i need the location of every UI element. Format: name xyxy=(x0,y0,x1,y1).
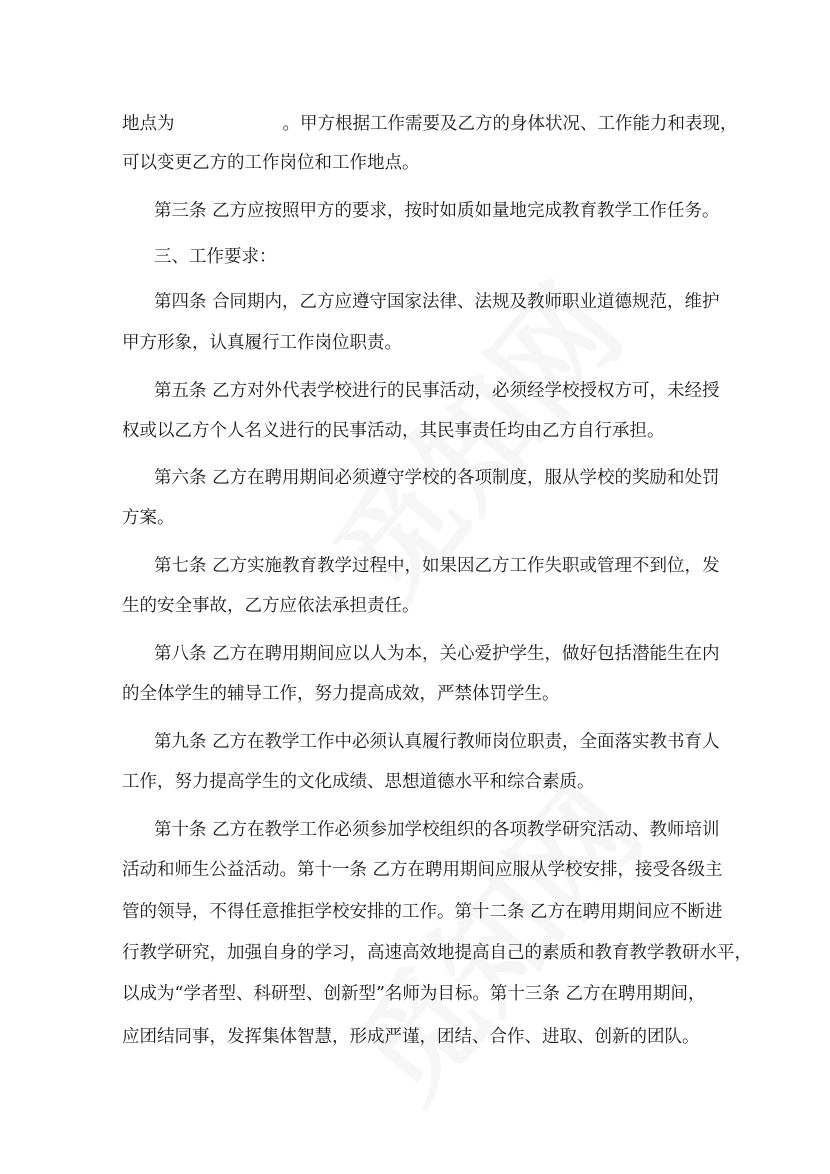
text-line: 第八条 乙方在聘用期间应以人为本，关心爱护学生，做好包括潜能生在内 xyxy=(154,644,720,664)
text-line: 地点为 。甲方根据工作需要及乙方的身体状况、工作能力和表现， xyxy=(122,114,738,134)
text-line: 活动和师生公益活动。第十一条 乙方在聘用期间应服从学校安排，接受各级主 xyxy=(122,860,723,880)
text-line: 甲方形象，认真履行工作岗位职责。 xyxy=(122,333,402,353)
text-line: 工作，努力提高学生的文化成绩、思想道德水平和综合素质。 xyxy=(122,772,595,792)
text-line: 应团结同事，发挥集体智慧，形成严谨，团结、合作、进取、创新的团队。 xyxy=(122,1027,700,1047)
text-line: 可以变更乙方的工作岗位和工作地点。 xyxy=(122,153,420,173)
text-line: 第三条 乙方应按照甲方的要求，按时如质如量地完成教育教学工作任务。 xyxy=(154,201,720,221)
text-line: 第五条 乙方对外代表学校进行的民事活动，必须经学校授权方可，未经授 xyxy=(154,381,720,401)
section-heading: 三、工作要求： xyxy=(154,247,277,267)
text-line: 第十条 乙方在教学工作必须参加学校组织的各项教学研究活动、教师培训 xyxy=(154,820,720,840)
text-line: 管的领导，不得任意推拒学校安排的工作。第十二条 乙方在聘用期间应不断进 xyxy=(122,902,723,922)
text-line: 的全体学生的辅导工作，努力提高成效，严禁体罚学生。 xyxy=(122,684,560,704)
text-line: 第七条 乙方实施教育教学过程中，如果因乙方工作失职或管理不到位，发 xyxy=(154,556,720,576)
text-line: 第九条 乙方在教学工作中必须认真履行教师岗位职责，全面落实教书育人 xyxy=(154,732,720,752)
text-line: 方案。 xyxy=(122,508,175,528)
text-line: 第四条 合同期内，乙方应遵守国家法律、法规及教师职业道德规范，维护 xyxy=(154,292,720,312)
text-line: 行教学研究，加强自身的学习，高速高效地提高自己的素质和教育教学教研水平， xyxy=(122,943,752,963)
text-line: 以成为“学者型、科研型、创新型”名师为目标。第十三条 乙方在聘用期间， xyxy=(122,984,706,1004)
text-line: 生的安全事故，乙方应依法承担责任。 xyxy=(122,596,420,616)
text-line: 第六条 乙方在聘用期间必须遵守学校的各项制度，服从学校的奖励和处罚 xyxy=(154,468,720,488)
text-line: 权或以乙方个人名义进行的民事活动，其民事责任均由乙方自行承担。 xyxy=(122,421,665,441)
